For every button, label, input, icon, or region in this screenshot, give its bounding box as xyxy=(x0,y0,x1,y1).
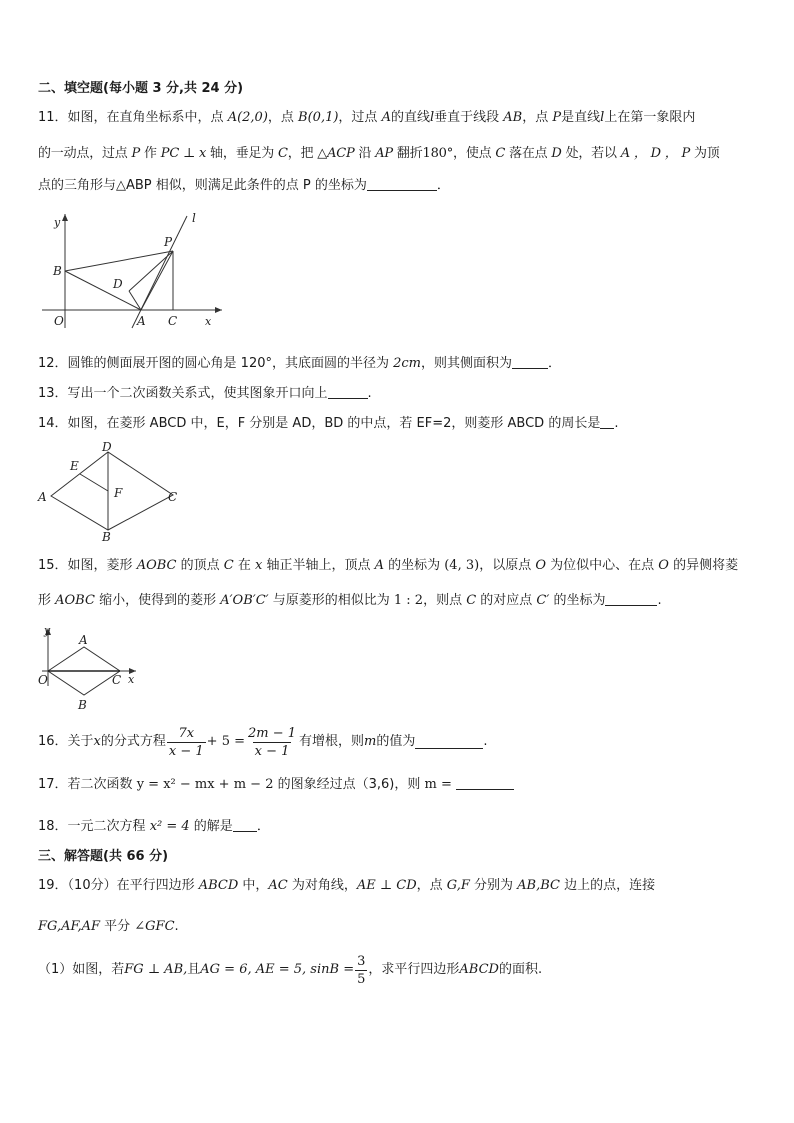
label-point-d: D xyxy=(102,440,112,454)
q14-text: 14．如图，在菱形 ABCD 中，E，F 分别是 AD，BD 的中点，若 EF=2，则菱形 ABCD 的周长是 xyxy=(38,416,601,431)
math-point-a: A(2,0) xyxy=(227,110,268,125)
q15-text: ，以原点 xyxy=(479,558,536,573)
label-point-c: C xyxy=(168,314,178,328)
numerator: 7x xyxy=(178,725,195,741)
math-point-b: B(0,1) xyxy=(298,110,339,125)
q19-line-2 xyxy=(38,918,179,936)
q15-text: 的异侧将菱 xyxy=(668,558,739,573)
q19-text: ，点 xyxy=(416,878,447,893)
q11-line-1 xyxy=(38,109,695,127)
q11-text: 处，若以 xyxy=(561,146,621,161)
math-var: P xyxy=(131,146,141,161)
q15-text: 的坐标为 xyxy=(549,593,606,608)
q16-line xyxy=(38,724,488,760)
q17-text: 17．若二次函数 xyxy=(38,777,137,792)
q19-text: 边上的点，连接 xyxy=(559,878,656,893)
q15-text: 15．如图，菱形 xyxy=(38,558,137,573)
q19-text: （1）如图，若 xyxy=(38,962,125,977)
q14-text: . xyxy=(614,416,619,431)
q11-text: 11．如图，在直角坐标系中，点 xyxy=(38,110,228,125)
math-var: m xyxy=(364,734,377,749)
math-var: G,F xyxy=(446,878,470,893)
math-var: l xyxy=(600,110,605,125)
answer-blank[interactable] xyxy=(328,385,368,399)
q11-figure xyxy=(40,208,230,332)
label-point-b: B xyxy=(53,264,62,278)
q11-text: ． xyxy=(436,178,450,193)
denominator: 5 xyxy=(357,971,366,987)
q19-text: 中， xyxy=(238,878,269,893)
q14-figure xyxy=(36,438,186,542)
label-point-e: E xyxy=(70,459,79,473)
q16-text: 16．关于 xyxy=(38,734,94,749)
q15-line-2 xyxy=(38,592,662,610)
label-line-l: l xyxy=(192,211,196,225)
q19-part-1 xyxy=(38,952,542,988)
answer-blank[interactable] xyxy=(415,735,483,749)
q16-text: 的值为 xyxy=(376,734,416,749)
math-expr: m = xyxy=(424,777,452,792)
denominator: x − 1 xyxy=(254,743,290,759)
q18-text: ． xyxy=(256,819,270,834)
q19-line-1 xyxy=(38,877,655,895)
answer-blank[interactable] xyxy=(512,355,548,369)
q11-text: ，使点 xyxy=(453,146,496,161)
math-expr: △ACP xyxy=(317,146,355,161)
math-var: C xyxy=(277,146,288,161)
section-heading-solution: 三、解答题(共 66 分) xyxy=(38,849,169,864)
q16-text: 有增根，则 xyxy=(299,734,365,749)
section-heading-fill-blank: 二、填空题(每小题 3 分,共 24 分) xyxy=(38,81,244,96)
q19-text: 为对角线， xyxy=(287,878,357,893)
math-var: A xyxy=(381,110,391,125)
math-var: C xyxy=(466,593,477,608)
q13-line xyxy=(38,385,372,403)
q15-text: 的坐标为 xyxy=(383,558,445,573)
q16-text: . xyxy=(483,734,488,749)
math-var: AP xyxy=(375,146,393,161)
q11-text: 作 xyxy=(140,146,161,161)
q15-text: 在 xyxy=(233,558,255,573)
math-var: AC xyxy=(268,878,288,893)
label-point-f: F xyxy=(114,486,123,500)
answer-blank[interactable] xyxy=(367,177,437,191)
math-expr: + 5 = xyxy=(206,734,245,749)
q11-text: 沿 xyxy=(354,146,376,161)
math-expr: PC ⊥ x xyxy=(160,146,207,161)
q12-line xyxy=(38,355,561,373)
fraction-right xyxy=(246,725,298,760)
axis-label-x: x xyxy=(128,673,135,686)
q17-text: 的图象经过点（3,6)，则 xyxy=(273,777,425,792)
q11-text: 的一动点，过点 xyxy=(38,146,132,161)
math-var: C xyxy=(223,558,234,573)
q14-line xyxy=(38,415,618,433)
label-point-c: C xyxy=(112,673,122,687)
q17-line xyxy=(38,776,514,794)
q19-text: . xyxy=(174,919,179,934)
q13-text: . xyxy=(367,386,372,401)
math-var: A′OB′C′ xyxy=(220,593,269,608)
q11-text: ，把 xyxy=(287,146,318,161)
label-point-d: D xyxy=(113,277,123,291)
math-var: l xyxy=(429,110,435,125)
math-var: C′ xyxy=(536,593,550,608)
q15-text: 的对应点 xyxy=(476,593,537,608)
q11-text: 是直线 xyxy=(561,110,601,125)
math-expr: AG = 6, AE = 5, sinB = xyxy=(200,962,355,977)
math-expr: x² = 4 xyxy=(149,819,190,834)
numerator: 3 xyxy=(357,953,366,969)
fraction-left xyxy=(167,725,206,760)
q11-line-2 xyxy=(38,145,720,163)
math-expr: (4, 3) xyxy=(444,558,480,573)
q15-figure xyxy=(36,622,146,714)
answer-blank[interactable] xyxy=(233,818,257,832)
q11-text: 轴，垂足为 xyxy=(206,146,278,161)
label-point-p: P xyxy=(164,235,173,249)
q11-text: ，点 xyxy=(522,110,553,125)
math-var: AOBC xyxy=(55,593,95,608)
math-var: x xyxy=(254,558,263,573)
math-var: x xyxy=(93,734,101,749)
q19-text: 19．（10分）在平行四边形 xyxy=(38,878,199,893)
q11-text: ，过点 xyxy=(338,110,382,125)
math-var: ABCD xyxy=(459,962,499,977)
q11-text: 上在第一象限内 xyxy=(604,110,696,125)
math-expr: AE ⊥ CD xyxy=(356,878,417,893)
label-point-b: B xyxy=(78,698,87,712)
q18-line xyxy=(38,818,270,836)
q11-text: 翻折 xyxy=(392,146,423,161)
q19-text: 分别为 xyxy=(469,878,518,893)
q15-text: 形 xyxy=(38,593,56,608)
label-point-a: A xyxy=(38,490,47,504)
math-expr: FG ⊥ AB, xyxy=(124,962,188,977)
q15-text: 缩小，使得到的菱形 xyxy=(94,593,221,608)
q11-text: 垂直于线段 xyxy=(434,110,504,125)
math-var: O xyxy=(535,558,546,573)
q19-text: 且 xyxy=(187,962,201,977)
q12-text: ，则其侧面积为 xyxy=(421,356,513,371)
q11-text: ，点 xyxy=(267,110,299,125)
axis-label-y: y xyxy=(54,216,61,229)
q12-text: ． xyxy=(548,356,562,371)
answer-blank[interactable] xyxy=(600,415,614,429)
math-expr: FG,AF,AF xyxy=(38,919,100,934)
q19-text: ，求平行四边形 xyxy=(368,962,460,977)
q13-text: 13．写出一个二次函数关系式，使其图象开口向上 xyxy=(38,386,328,401)
math-var: P xyxy=(552,110,562,125)
answer-blank[interactable] xyxy=(456,776,514,790)
label-origin-o: O xyxy=(54,314,64,328)
math-expr: A ， D ， P xyxy=(620,146,691,161)
q15-text: . xyxy=(657,593,662,608)
q15-text: 轴正半轴上，顶点 xyxy=(262,558,375,573)
q18-text: 的解是 xyxy=(189,819,233,834)
q11-line-3 xyxy=(38,177,450,195)
math-expr: y = x² − mx + m − 2 xyxy=(136,777,274,792)
math-var: AB,BC xyxy=(517,878,560,893)
q11-text: 落在点 xyxy=(505,146,552,161)
q15-text: 的顶点 xyxy=(176,558,224,573)
math-var: C xyxy=(495,146,506,161)
q15-text: ，则点 xyxy=(423,593,467,608)
numerator: 2m − 1 xyxy=(248,725,297,741)
denominator: x − 1 xyxy=(168,743,204,759)
label-point-c: C xyxy=(168,490,178,504)
axis-label-y: y xyxy=(44,624,51,637)
fraction-sinb xyxy=(355,953,367,988)
math-expr: 2cm xyxy=(393,356,422,371)
math-var: AOBC xyxy=(136,558,177,573)
q11-text: 的直线 xyxy=(390,110,430,125)
label-point-b: B xyxy=(102,530,111,542)
q15-text: 为位似中心、在点 xyxy=(546,558,659,573)
math-var: O xyxy=(658,558,669,573)
q15-line-1 xyxy=(38,557,738,575)
math-var: D xyxy=(551,146,562,161)
label-point-a: A xyxy=(79,633,88,647)
q19-text: 的面积. xyxy=(498,962,543,977)
q11-text: 为顶 xyxy=(690,146,720,161)
answer-blank[interactable] xyxy=(605,592,657,606)
q11-text: 点的三角形与△ABP 相似，则满足此条件的点 P 的坐标为 xyxy=(38,178,367,193)
math-expr: 180° xyxy=(422,146,454,161)
math-var: A xyxy=(374,558,384,573)
math-expr: 1 : 2 xyxy=(393,593,424,608)
axis-label-x: x xyxy=(205,315,212,328)
q19-text: 平分 xyxy=(100,919,135,934)
math-var: AB xyxy=(503,110,523,125)
q18-text: 18．一元二次方程 xyxy=(38,819,150,834)
q12-text: 12．圆锥的侧面展开图的圆心角是 120°，其底面圆的半径为 xyxy=(38,356,394,371)
q15-text: 与原菱形的相似比为 xyxy=(268,593,394,608)
label-point-a: A xyxy=(137,314,146,328)
math-expr: ∠GFC xyxy=(134,919,175,934)
q16-text: 的分式方程 xyxy=(100,734,166,749)
label-origin-o: O xyxy=(38,673,48,687)
math-var: ABCD xyxy=(198,878,239,893)
